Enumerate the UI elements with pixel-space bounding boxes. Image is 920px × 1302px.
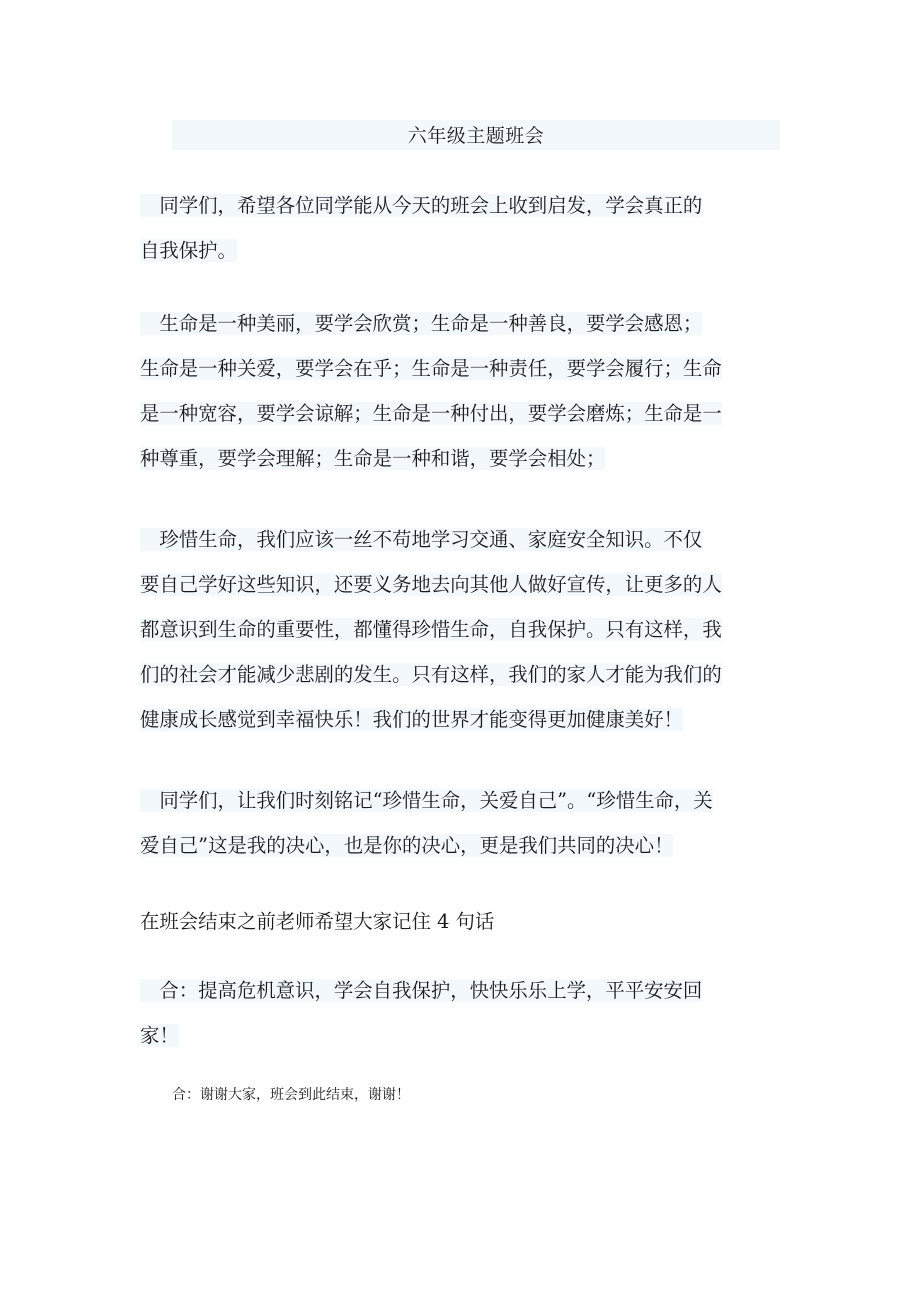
paragraph-line: 合：提高危机意识，学会自我保护，快快乐乐上学，平平安安回 [140, 979, 703, 1002]
paragraph-line: 珍惜生命，我们应该一丝不苟地学习交通、家庭安全知识。不仅 [140, 528, 703, 551]
paragraph-line: 们的社会才能减少悲剧的发生。只有这样，我们的家人才能为我们的 [140, 663, 722, 686]
paragraph-cherish [140, 517, 786, 742]
paragraph-line: 要自己学好这些知识，还要义务地去向其他人做好宣传，让更多的人 [140, 573, 722, 596]
paragraph-chorus [140, 968, 786, 1058]
paragraph-remember [140, 778, 786, 868]
paragraph-line: 健康成长感觉到幸福快乐！我们的世界才能变得更加健康美好！ [140, 708, 683, 731]
paragraph-line: 都意识到生命的重要性，都懂得珍惜生命，自我保护。只有这样，我 [140, 618, 722, 641]
paragraph-line: 种尊重，要学会理解；生命是一种和谐，要学会相处； [140, 447, 606, 470]
paragraph-intro [140, 183, 786, 273]
paragraph-line: 自我保护。 [140, 239, 237, 262]
paragraph-line: 生命是一种关爱，要学会在乎；生命是一种责任，要学会履行；生命 [140, 357, 722, 380]
reminder-line: 在班会结束之前老师希望大家记住 4 句话 [140, 910, 495, 933]
paragraph-line: 爱自己”这是我的决心，也是你的决心，更是我们共同的决心！ [140, 834, 674, 857]
paragraph-life [140, 301, 786, 481]
paragraph-line: 同学们，希望各位同学能从今天的班会上收到启发，学会真正的 [140, 194, 703, 217]
paragraph-line: 生命是一种美丽，要学会欣赏；生命是一种善良，要学会感恩； [140, 312, 703, 335]
paragraph-line: 同学们，让我们时刻铭记“珍惜生命，关爱自己”。“珍惜生命，关 [140, 789, 713, 812]
document-title: 六年级主题班会 [407, 125, 545, 147]
closing-line: 合：谢谢大家，班会到此结束，谢谢！ [172, 1087, 410, 1103]
paragraph-line: 是一种宽容，要学会谅解；生命是一种付出，要学会磨炼；生命是一 [140, 402, 722, 425]
paragraph-line: 家！ [140, 1024, 179, 1047]
